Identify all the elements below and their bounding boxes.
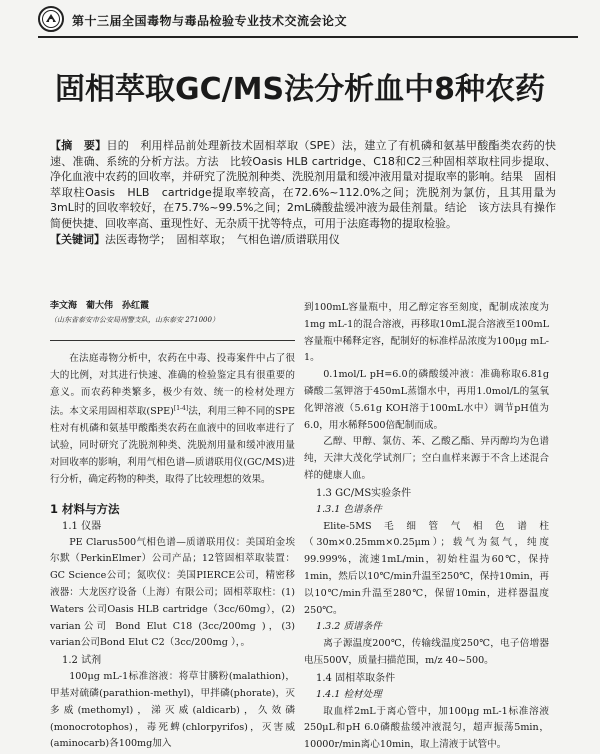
section-heading-1-4: 1.4 固相萃取条件: [316, 672, 396, 684]
reagents-paragraph: 100μg mL-1标准溶液：将草甘膦粉(malathion)，甲基对硫磷(parathion-methyl)，甲拌磷(phorate)，灭多威(methomyl)，涕灭威(aldicarb)，久效磷(monocrotophos)，毒死蜱(chlorpyrifos)，灭害威(aminocarb)各100mg加入: [50, 671, 295, 750]
authors: 李文海 葡大伟 孙红霞: [50, 301, 150, 311]
left-column: [50, 300, 295, 753]
section-heading-1-2: 1.2 试剂: [62, 655, 102, 667]
sample-prep-paragraph: 取血样2mL于离心管中，加100μg mL-1标准溶液250μL和pH 6.0磷酸盐缓冲液混匀，超声振荡5min，10000r/min离心10min，取上清液于试管中。: [304, 705, 549, 751]
keywords-text: 法医毒物学； 固相萃取； 气相色谱/质谱联用仪: [105, 232, 340, 246]
intro-text-continued: 法，利用三种不同的SPE柱对有机磷和氨基甲酸酯类农药在血液中的回收率进行了试验，同时研究了洗脱剂种类、洗脱剂用量和缓冲液用量对回收率的影响，利用气相色谱—质谱联用仪(GC/MS)进行分析，确定药物的种类，取得了比较理想的效果。: [50, 406, 295, 485]
section-heading-1-4-1: 1.4.1 检材处理: [316, 688, 382, 700]
standard-solution-paragraph: 到100mL容量瓶中，用乙醇定容至刻度，配制成浓度为1mg mL-1的混合溶液，再移取10mL混合溶液至100mL容量瓶中稀释定容，配制好的标准样品浓度为100μg mL-1。: [304, 302, 549, 364]
paper-title: 固相萃取GC/MS法分析血中8种农药: [55, 72, 545, 107]
citation: [1-4]: [173, 405, 189, 413]
section-heading-1-1: 1.1 仪器: [62, 520, 102, 532]
buffer-paragraph: 0.1mol/L pH=6.0的磷酸缓冲液：准确称取6.81g磷酸二氢钾溶于450mL蒸馏水中，再用1.0mol/L的氢氧化钾溶液（5.61g KOH溶于100mL水中）调节pH值为6.0，用水稀释500倍配制而成。: [304, 369, 549, 431]
keywords-label: 【关键词】: [50, 232, 105, 246]
page-header: [38, 6, 578, 38]
keywords-paragraph: [50, 232, 556, 248]
divider: [50, 340, 295, 341]
conference-logo-icon: [38, 6, 64, 32]
abstract-block: [50, 138, 556, 247]
section-heading-1: 1 材料与方法: [50, 501, 120, 516]
chromatography-conditions-paragraph: Elite-5MS毛细管气相色谱柱（30m×0.25mm×0.25μm）；载气为氦气，纯度99.999%，流速1mL/min，初始柱温为60℃，保持1min，然后以10℃/min升温至250℃，保持10min，再以10℃/min升温至280℃，保留10min，进样器温度250℃。: [304, 520, 549, 616]
conference-name: 第十三届全国毒物与毒品检验专业技术交流会论文: [72, 14, 348, 28]
abstract-text: 目的 利用样品前处理新技术固相萃取（SPE）法，建立了有机磷和氨基甲酸酯类农药的快速、准确、系统的分析方法。方法 比较Oasis HLB cartridge、C18和C2三种固相萃取柱同步提取、净化血液中农药的回收率，并研究了洗脱剂种类、洗脱剂用量和缓冲液用量对提取率的影响。结果 固相萃取柱Oasis HLB cartridge提取率较高，在72.6%~112.0%之间；洗脱剂为氯仿，且其用量为3mL时的回收率较好，在75.7%~99.5%之间；2mL磷酸盐缓冲液为最佳剂量。结论 该方法具有操作简便快捷、回收率高、重现性好、无杂质干扰等特点，可用于法庭毒物的提取检验。: [50, 139, 556, 230]
affiliation: （山东省泰安市公安局刑警支队，山东泰安 271000）: [50, 316, 219, 324]
solvents-paragraph: 乙醇、甲醇、氯仿、苯、乙酸乙酯、异丙醇均为色谱纯，天津大茂化学试剂厂；空白血样来源于不含上述混合样的健康人血。: [304, 436, 549, 481]
section-heading-1-3: 1.3 GC/MS实验条件: [316, 487, 412, 499]
introduction-paragraph: [50, 351, 295, 489]
mass-spec-conditions-paragraph: 离子源温度200℃，传输线温度250℃，电子倍增器电压500V，质量扫描范围，m/z 40~500。: [304, 638, 549, 666]
intro-text: 在法庭毒物分析中，农药在中毒、投毒案件中占了很大的比例，对其进行快速、准确的检验鉴定具有很重要的意义。而农药种类繁多，极少有效、统一的检材处理方法。本文采用固相萃取(SPE): [50, 353, 295, 418]
abstract-label: 【摘 要】: [50, 139, 107, 152]
section-heading-1-3-1: 1.3.1 色谱条件: [316, 503, 382, 515]
instruments-paragraph: PE Clarus500气相色谱—质谱联用仪：美国珀金埃尔默（PerkinElmer）公司产品；12管固相萃取装置：GC Science公司；氮吹仪：美国PIERCE公司，精密移液器：大龙医疗设备（上海）有限公司；固相萃取柱：(1) Waters 公司Oasis HLB cartridge（3cc/60mg），(2) varian公司 Bond Elut C18 (3cc/200mg )，(3) varian公司Bond Elut C2（3cc/200mg ），。: [50, 536, 295, 649]
section-heading-1-3-2: 1.3.2 质谱条件: [316, 621, 382, 633]
abstract-paragraph: [50, 138, 556, 232]
right-column: [304, 300, 549, 754]
